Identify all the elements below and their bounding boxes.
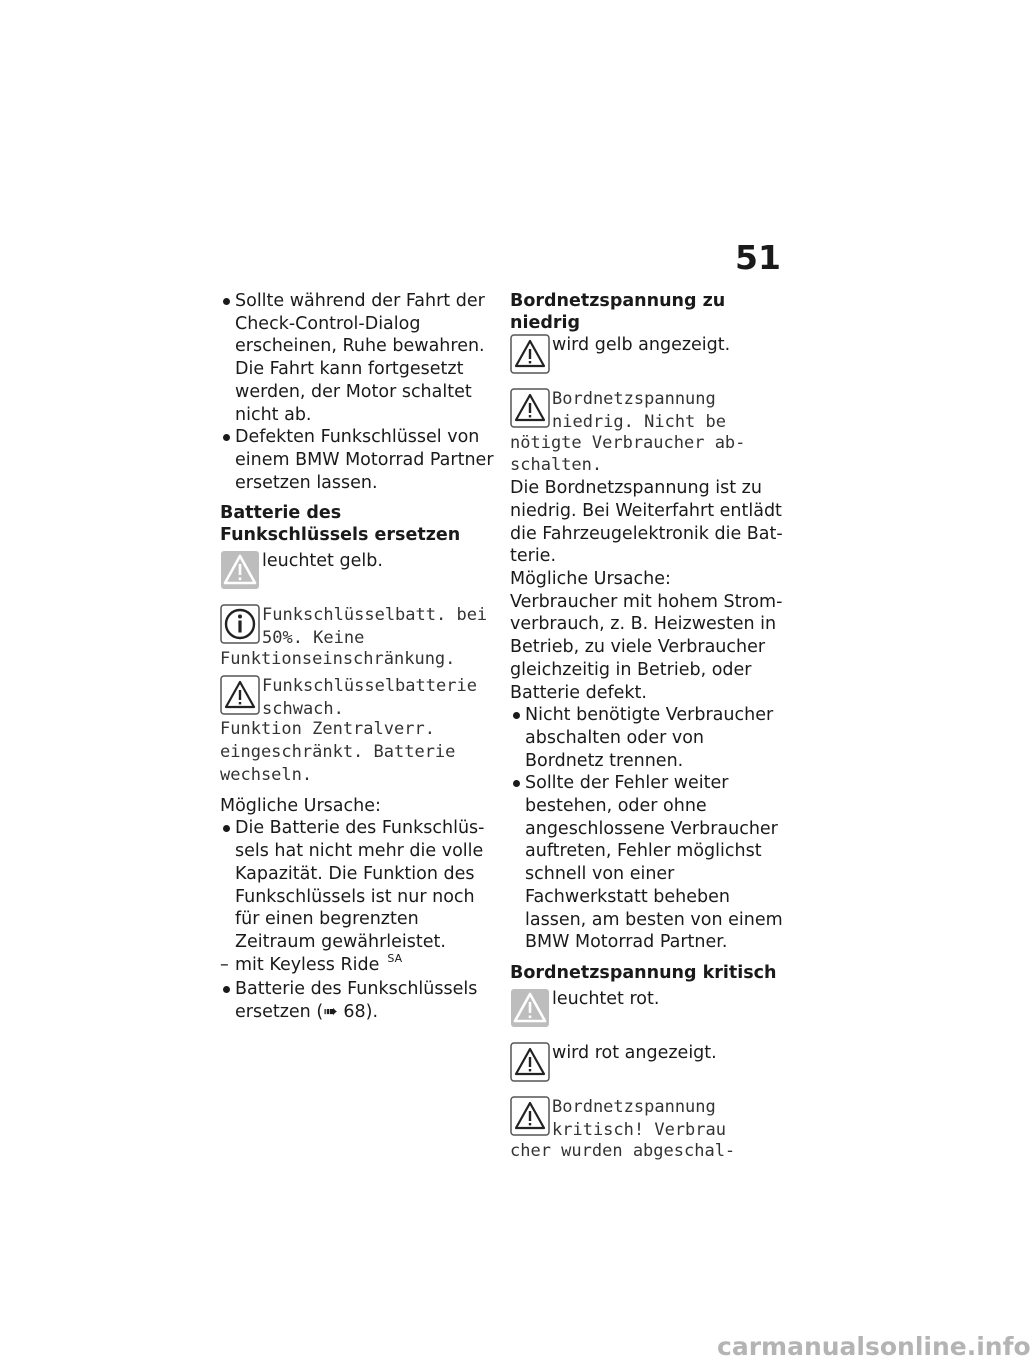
list-item: Nicht benötigte Verbraucher abschalten oder von Bordnetz trennen. [510,704,785,772]
cause-paragraph: Verbraucher mit hohem Stromverbrauch, z. B. Heizwesten in Betrieb, zu viele Verbraucher gleichzeitig in Betrieb, oder Batterie defekt. [510,591,783,703]
cause-label: Mögliche Ursache: [220,795,381,816]
list-item: Sollte der Fehler weiter bestehen, oder ohne angeschlossene Verbraucher auftreten, Fehler möglichst schnell von einer Fachwerkstatt beheben lassen, am besten von einem BMW Motorrad Partner. [510,772,785,954]
indicator-text: leuchtet gelb. [262,551,383,572]
page-reference: 68). [337,1002,379,1023]
warning-triangle-filled-icon [510,988,550,1028]
right-column [510,290,785,1162]
indicator-row-yellow [220,550,495,590]
info-message-text: Funkschlüsselbatt. bei 50%. Keine [262,605,488,649]
warning-message-continuation: nötigte Verbraucher abschalten. [510,432,746,476]
warning-message-continuation: Funktion Zentralverr. eingeschränkt. Batterie wechseln. [220,719,456,785]
list-item: Defekten Funkschlüssel von einem BMW Motorrad Partner ersetzen lassen. [220,426,495,494]
warning-triangle-outline-icon [510,1042,550,1082]
list-item: Die Batterie des Funkschlüssels hat nicht mehr die volle Kapazität. Die Funktion des Funkschlüssels ist nur noch für einen begrenzten Zeitraum gewährleistet. [220,817,495,953]
info-message-continuation: Funktionseinschränkung. [220,648,456,669]
critical-message-continuation: cher wurden abgeschal- [510,1140,736,1161]
indicator-row-red [510,988,785,1028]
page-number: 51 [735,238,781,277]
indicator-text: leuchtet rot. [552,988,660,1009]
dash-item [220,951,495,979]
warning-triangle-filled-icon [220,550,260,590]
footer-watermark: carmanualsonline.info [717,1332,1031,1361]
top-bullet-list [220,290,495,494]
warning-message-row [220,675,495,721]
critical-message-row [510,1096,785,1142]
section-heading-voltage-low: Bordnetzspannung zu niedrig [510,291,726,333]
indicator-text: wird gelb angezeigt. [552,335,731,355]
indicator-text: wird rot angezeigt. [552,1042,717,1063]
warning-triangle-outline-icon [220,675,260,715]
list-item [220,978,495,1023]
critical-message-text: Bordnetzspannung kritisch! Verbrau [552,1096,726,1140]
left-column [220,290,495,1024]
page-reference-arrow-icon: ➠ [323,1002,338,1023]
warning-triangle-outline-icon [510,388,550,428]
warning-message-row [510,388,785,434]
section-heading-voltage-critical: Bordnetzspannung kritisch [510,962,777,983]
info-message-row [220,604,495,650]
dash-item-text: mit Keyless Ride [235,954,380,975]
warning-message-text: Funkschlüsselbatterie schwach. [262,675,477,719]
cause-label: Mögliche Ursache: [510,569,671,589]
list-item: Sollte während der Fahrt der Check-Control-Dialog erscheinen, Ruhe bewahren. Die Fahrt kann fortgesetzt werden, der Motor schaltet nicht ab. [220,290,495,426]
voltage-paragraph: Die Bordnetzspannung ist zu niedrig. Bei Weiterfahrt entlädt die Fahrzeugelektronik die Batterie. [510,478,783,567]
warning-message-text: Bordnetzspannung niedrig. Nicht be [552,389,726,432]
replace-text: Batterie des Funkschlüssels ersetzen ( [235,979,478,1023]
section-heading-battery: Batterie des Funkschlüssels ersetzen [220,503,461,546]
action-bullet-list [510,704,785,954]
special-equipment-badge: SA [387,951,403,965]
indicator-row-yellow-display [510,334,785,374]
cause-bullet-list [220,817,495,953]
warning-triangle-outline-icon [510,334,550,374]
indicator-row-red-display [510,1042,785,1082]
replace-bullet-list [220,978,495,1023]
warning-triangle-outline-icon [510,1096,550,1136]
info-circle-icon [220,604,260,644]
